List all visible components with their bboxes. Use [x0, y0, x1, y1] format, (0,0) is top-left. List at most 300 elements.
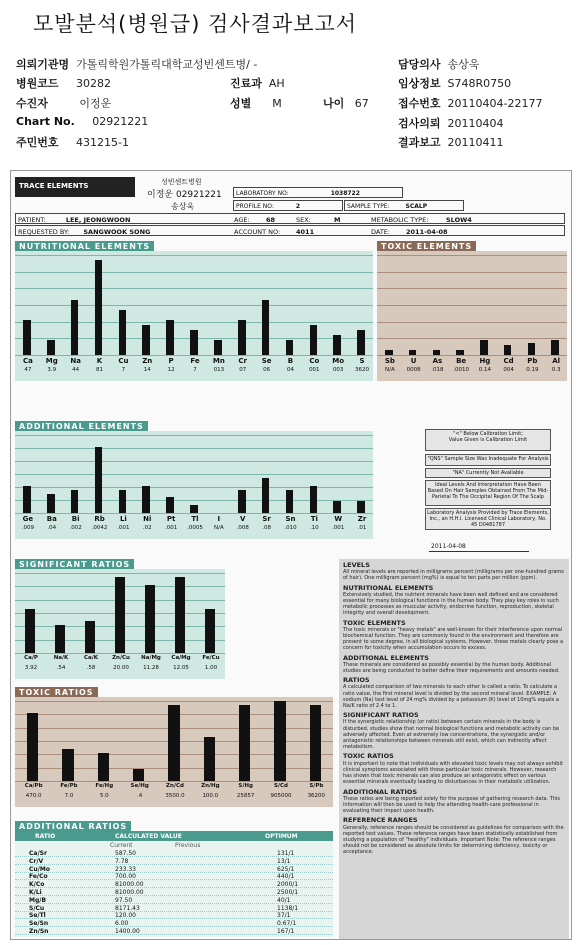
sig-ratios-chart: [15, 569, 225, 679]
additional-bar: [142, 486, 150, 513]
nutritional-value: 013: [213, 367, 225, 373]
explanation-body: A calculated comparison of two minerals to each other is called a ratio. To calculate a ratio value, the first mineral level is divided by the second mineral level. EXAMPLE: A sodium (Na) test level of 24 mg% divided by a potassium (K) level of 10mg% equals a Na/K ratio of 2.4 to 1.: [343, 684, 559, 710]
qns-note: [425, 454, 551, 466]
toxic-bar: [480, 340, 488, 355]
account-label: ACCOUNT NO:: [234, 228, 281, 236]
report-title: 모발분석(병원급) 검사결과보고서: [33, 12, 358, 36]
sample-type-value: SCALP: [405, 203, 428, 210]
note-line-4: Ideal Levels And Interpretation Have Been Based On Hair Samples Obtained From The Mid-Parietal To The Occipital Region Of The Scalp: [427, 482, 549, 500]
requested-row: [15, 225, 565, 236]
nutritional-bar: [47, 340, 55, 355]
toxic_ratios-label: Zn/Cd: [166, 783, 184, 789]
value-chart-no: 02921221: [92, 115, 149, 128]
value-dept: AH: [268, 77, 285, 90]
nutritional-gridline: [15, 288, 373, 289]
explanation-body: It is important to note that individuals with elevated toxic levels may not always exhibit clinical symptoms associated with those particular toxic minerals. However, research has shown that toxic minerals can also produce an antagonistic effect on various essential minerals eventually leading to disturbances in their metabolic utilization.: [343, 760, 563, 786]
sig_ratios-value: 1.00: [204, 665, 218, 671]
additional-gridline: [15, 487, 373, 488]
label-institution: 의뢰기관명: [16, 58, 70, 71]
add-ratio-optimum: 440/1: [277, 873, 295, 881]
add-ratio-row: [15, 881, 333, 888]
sig_ratios-label: Ca/Mg: [171, 655, 191, 661]
toxic-bar: [528, 343, 536, 355]
col-current: Current: [110, 842, 133, 849]
nutritional-label: Ca: [22, 357, 33, 365]
nutritional-label: Co: [309, 357, 320, 365]
explanation-heading: NUTRITIONAL ELEMENTS: [343, 583, 434, 592]
note-line-3: "NA" Currently Not Available: [452, 470, 524, 476]
nutritional-label: P: [168, 357, 174, 365]
explanation-heading: TOXIC RATIOS: [343, 752, 394, 761]
nutritional-value: 81: [96, 367, 104, 373]
nutritional-bar: [333, 335, 341, 355]
additional-bar: [119, 490, 127, 513]
explanation-heading: SIGNIFICANT RATIOS: [343, 711, 419, 720]
additional-value: .001: [117, 525, 130, 531]
nutritional-label: Se: [261, 357, 272, 365]
sig_ratios-label: Na/Mg: [141, 655, 161, 661]
additional-value: .0042: [91, 525, 108, 531]
additional-label: Rb: [94, 515, 105, 523]
additional-bar: [262, 478, 270, 513]
sig_ratios-bar: [115, 577, 125, 653]
additional-label: Zr: [357, 515, 367, 523]
additional-label: Ti: [310, 515, 318, 523]
account-value: 4011: [296, 228, 315, 236]
sex-label: SEX:: [296, 216, 311, 224]
add-ratios-table: [15, 831, 333, 937]
header-right-1: [398, 75, 511, 91]
nutritional-bar: [71, 300, 79, 355]
nutritional-bar: [214, 340, 222, 355]
col-ratio: RATIO: [35, 833, 56, 840]
explanation-body: If the synergistic relationship (or ratio) between certain minerals in the body is disturbed, studies show that normal biological functions and metabolic activity can be adversely affected. Even at extremely low concentrations, the synergistic and/or antagonistic relationships between minerals still exist, which can indirectly affect metabolism.: [343, 719, 560, 751]
additional-value: .01: [357, 525, 367, 531]
explanation-body: Generally, reference ranges should be considered as guidelines for comparison with the reported test values. These reference ranges have been statistically established from studying a population of "healthy" individuals. Important Note: The reference ranges should not be considered as absolute limits for determining deficiency, toxicity or acceptance.: [343, 824, 564, 856]
toxic-ratios-chart: [15, 697, 333, 807]
explanation-body: Extensively studied, the nutrient minerals have been well defined and are considered essential for many biological functions in the human body. They play key roles in such metabolic processes as muscular activity, endocrine function, reproduction, skeletal integrity and overall development.: [343, 591, 559, 617]
add-ratio-row: [15, 858, 333, 865]
toxic-gridline: [377, 272, 567, 273]
signature-line: [429, 551, 529, 552]
additional-label: Bi: [71, 515, 80, 523]
toxic_ratios-bar: [274, 701, 285, 781]
sig_ratios-bar: [55, 625, 65, 653]
nutritional-label: Mo: [332, 357, 345, 365]
nutritional-bar: [142, 325, 150, 355]
toxic-value: 0008: [406, 367, 421, 373]
toxic_ratios-label: S/Cd: [274, 783, 288, 789]
lab-logo: [15, 177, 135, 197]
date-label: DATE:: [371, 228, 391, 236]
toxic_ratios-value: 470.0: [25, 793, 42, 799]
label-hospital-code: 병원코드: [16, 77, 59, 90]
sig_ratios-label: Zn/Cu: [112, 655, 130, 661]
nutritional-label: S: [359, 357, 365, 365]
toxic-ratios-title: TOXIC RATIOS: [15, 687, 98, 698]
nutritional-value: 44: [72, 367, 80, 373]
toxic-label: U: [410, 357, 417, 365]
explanation-body: The toxic minerals or "heavy metals" are well-known for their interference upon normal biochemical function. They are commonly found in the environment and therefore are present to some degree, in all biological systems. However, these metals clearly pose a concern for toxicity when accumulation occurs to excess.: [343, 626, 564, 652]
header-right-0: [398, 56, 479, 72]
label-doctor: 담당의사: [398, 58, 441, 71]
nutritional-bar: [357, 330, 365, 355]
additional-label: W: [334, 515, 343, 523]
metabolic-label: METABOLIC TYPE:: [371, 216, 429, 224]
patient-value: LEE, JEONGWOON: [65, 216, 131, 224]
toxic_ratios-label: Zn/Hg: [201, 783, 220, 789]
toxic_ratios-label: Se/Hg: [130, 783, 149, 789]
sig_ratios-label: Na/K: [53, 655, 69, 661]
nutritional-bar: [262, 300, 270, 355]
additional-bar: [47, 494, 55, 514]
value-receipt-no: 20110404-22177: [447, 97, 543, 110]
add-ratio-current: 6.00: [115, 920, 129, 928]
toxic-bar: [456, 350, 464, 355]
nutritional-value: 001: [309, 367, 320, 373]
nutritional-value: 14: [143, 367, 151, 373]
additional-gridline: [15, 461, 373, 462]
nutritional-bar: [166, 320, 174, 355]
additional-value: .009: [21, 525, 35, 531]
signature-date: 2011-04-08: [431, 543, 466, 550]
lab-logo-text: TRACE ELEMENTS: [19, 182, 89, 190]
add-ratios-title: ADDITIONAL RATIOS: [15, 821, 131, 832]
value-doctor: 송상욱: [447, 58, 480, 71]
toxic_ratios-label: S/Pb: [309, 783, 324, 789]
toxic-label: Al: [552, 357, 561, 365]
toxic-title: TOXIC ELEMENTS: [377, 241, 476, 252]
toxic-bar: [504, 345, 512, 355]
add-ratio-current: 81000.00: [115, 881, 144, 889]
toxic-bar: [385, 350, 393, 355]
hair-analysis-scan: [10, 170, 572, 940]
add-ratio-row: [15, 850, 333, 857]
additional-label: Tl: [191, 515, 199, 523]
toxic-bar: [551, 340, 559, 355]
nutritional-bar: [119, 310, 127, 355]
toxic-gridline: [377, 338, 567, 339]
date-value: 2011-04-08: [406, 228, 448, 236]
additional-gridline: [15, 474, 373, 475]
handwritten-hospital: 성빈센트병원: [161, 178, 202, 186]
add-ratio-row: [15, 873, 333, 880]
additional-value: .008: [236, 525, 249, 531]
explanation-body: These minerals are considered as possibly essential by the human body. Additional studies are being conducted to better define their requirements and amounts needed.: [343, 661, 560, 675]
toxic_ratios-value: 25857: [236, 793, 255, 799]
toxic-bar: [433, 350, 441, 355]
additional-bar: [238, 490, 246, 513]
additional-value: .0005: [187, 525, 203, 531]
value-clinical: S748R0750: [447, 77, 512, 90]
toxic_ratios-label: Ca/Pb: [24, 783, 43, 789]
age-label: AGE:: [234, 216, 250, 224]
add-ratio-optimum: 40/1: [277, 896, 291, 904]
add-ratio-row: [15, 912, 333, 919]
nutritional-bar: [310, 325, 318, 355]
add-ratio-name: Cu/Mo: [29, 865, 50, 873]
additional-title: ADDITIONAL ELEMENTS: [15, 421, 148, 432]
toxic-gridline: [377, 355, 567, 356]
nutritional-bar: [23, 320, 31, 355]
toxic-label: Hg: [479, 357, 491, 365]
handwritten-doctor: 송상욱: [171, 202, 195, 211]
nutritional-gridline: [15, 255, 373, 256]
nutritional-value: 04: [286, 367, 294, 373]
sig_ratios-bar: [85, 621, 95, 653]
add-ratio-name: K/Li: [29, 889, 42, 896]
sig_ratios-bar: [145, 585, 155, 653]
toxic-gridline: [377, 322, 567, 323]
toxic_ratios-bar: [27, 713, 38, 781]
value-sex: M: [272, 97, 282, 110]
label-age: 나이: [323, 97, 345, 110]
note-line-1: Value Given is Calibration Limit: [448, 437, 528, 443]
sig_ratios-label: Ca/P: [24, 655, 38, 661]
nutritional-value: 47: [24, 367, 32, 373]
value-result-date: 20110411: [447, 136, 504, 149]
additional-label: Ge: [22, 515, 34, 523]
additional-bar: [71, 490, 79, 513]
laboratory-no-box: [233, 187, 403, 198]
add-ratio-current: 587.50: [115, 850, 136, 857]
sex: [230, 95, 282, 111]
nutritional-label: B: [287, 357, 294, 365]
value-patient: 이정운: [79, 97, 112, 110]
nutritional-value: 12: [167, 367, 175, 373]
nutritional-gridline: [15, 355, 373, 356]
nutritional-gridline: [15, 272, 373, 273]
add-ratio-name: S/Cu: [29, 904, 45, 912]
add-ratio-current: 233.33: [115, 865, 136, 873]
add-ratio-name: K/Co: [29, 881, 45, 889]
additional-label: Sn: [285, 515, 296, 523]
nutritional-bar: [286, 340, 294, 355]
sig_ratios-label: Fe/Cu: [202, 655, 220, 661]
nutritional-label: Cu: [118, 357, 129, 365]
explanation-heading: RATIOS: [343, 676, 370, 685]
handwritten-name-chart: 이정운 02921221: [147, 190, 222, 200]
age: [323, 95, 369, 111]
toxic_ratios-gridline: [15, 781, 333, 782]
patient-label: PATIENT:: [18, 216, 46, 224]
additional-gridline: [15, 513, 373, 514]
na-note: [425, 468, 551, 478]
add-ratio-optimum: 1138/1: [277, 904, 299, 912]
add-ratio-current: 81000.00: [115, 889, 144, 896]
value-age: 67: [354, 97, 369, 110]
label-result-date: 결과보고: [398, 136, 441, 149]
add-ratio-name: Fe/Co: [29, 873, 48, 881]
toxic-bar: [409, 350, 417, 355]
nutritional-title: NUTRITIONAL ELEMENTS: [15, 241, 154, 252]
additional-label: I: [217, 515, 221, 523]
additional-value: .10: [309, 525, 319, 531]
add-ratio-row: [15, 866, 333, 873]
nutritional-value: 07: [239, 367, 247, 373]
additional-value: .002: [69, 525, 82, 531]
toxic_ratios-value: 905000: [270, 793, 292, 799]
toxic-value: 004: [503, 367, 514, 373]
nutritional-label: K: [96, 357, 103, 365]
sig-ratios-title: SIGNIFICANT RATIOS: [15, 559, 134, 570]
toxic_ratios-bar: [168, 705, 179, 781]
ideal-levels-note: [425, 480, 551, 506]
toxic_ratios-value: 7.0: [64, 793, 74, 799]
age-value: 68: [266, 216, 276, 224]
nutritional-bar: [190, 330, 198, 355]
explanation-body: All mineral levels are reported in milligrams percent (milligrams per one-hundred grams of hair). One milligram percent (mg%) is equal to ten parts per million (ppm).: [343, 569, 564, 582]
note-line-5: Laboratory Analysis Provided by Trace Elements, Inc., an H.H.I. Licensed Clinical Laboratory, No. 45 D0481787: [427, 510, 549, 528]
toxic_ratios-value: 100.0: [202, 793, 219, 799]
toxic_ratios-label: Fe/Pb: [60, 783, 78, 789]
toxic_ratios-bar: [204, 737, 215, 781]
explanation-text: [343, 559, 565, 856]
toxic-gridline: [377, 305, 567, 306]
nutritional-gridline: [15, 322, 373, 323]
sig_ratios-gridline: [15, 573, 225, 574]
label-receipt-no: 접수번호: [398, 97, 441, 110]
nutritional-label: Fe: [190, 357, 200, 365]
explanation-heading: REFERENCE RANGES: [343, 816, 418, 825]
profile-no-value: 2: [295, 203, 301, 210]
additional-value: .001: [332, 525, 345, 531]
add-ratio-name: Mg/B: [29, 896, 47, 904]
toxic-value: 0.3: [551, 367, 561, 373]
header-row-0: [16, 56, 257, 72]
add-ratio-row: [15, 928, 333, 935]
toxic_ratios-bar: [98, 753, 109, 781]
sig_ratios-value: .58: [86, 665, 96, 671]
explanation-heading: ADDITIONAL RATIOS: [343, 787, 418, 796]
nutritional-label: Zn: [142, 357, 153, 365]
additional-value: .010: [284, 525, 297, 531]
sig_ratios-label: Ca/K: [83, 655, 99, 661]
toxic-gridline: [377, 255, 567, 256]
lab-license-note: [425, 508, 551, 530]
calibration-note: [425, 429, 551, 451]
col-previous: Previous: [175, 842, 201, 849]
add-ratio-optimum: 13/1: [277, 857, 291, 865]
toxic-value: N/A: [385, 367, 395, 373]
additional-bar: [333, 501, 341, 513]
add-ratio-current: 7.78: [115, 857, 129, 865]
header-row-2: [16, 95, 111, 111]
add-ratio-current: 700.00: [115, 873, 136, 881]
col-optimum: OPTIMUM: [265, 833, 298, 840]
additional-label: Li: [119, 515, 127, 523]
sig_ratios-value: .54: [56, 665, 66, 671]
label-dept: 진료과: [230, 77, 262, 90]
sample-type-label: SAMPLE TYPE:: [347, 203, 390, 210]
add-ratio-optimum: 131/1: [277, 850, 295, 857]
additional-value: N/A: [213, 525, 224, 531]
sig_ratios-value: 3.92: [24, 665, 38, 671]
sample-type-box: [344, 200, 464, 211]
additional-bar: [190, 505, 198, 513]
additional-label: Ni: [143, 515, 152, 523]
toxic-label: Pb: [527, 357, 538, 365]
requested-value: SANGWOOK SONG: [83, 228, 151, 236]
additional-label: Ba: [46, 515, 57, 523]
nutritional-value: 3620: [355, 367, 370, 373]
add-ratio-optimum: 2500/1: [277, 889, 299, 896]
sig_ratios-bar: [25, 609, 35, 653]
additional-gridline: [15, 448, 373, 449]
sig_ratios-bar: [205, 609, 215, 653]
dept: [230, 75, 285, 91]
sig_ratios-value: 12.05: [173, 665, 189, 671]
explanation-heading: ADDITIONAL ELEMENTS: [343, 653, 429, 662]
nutritional-bar: [238, 320, 246, 355]
value-request-date: 20110404: [447, 117, 504, 130]
add-ratio-optimum: 167/1: [277, 928, 295, 935]
additional-gridline: [15, 500, 373, 501]
explanation-body: These ratios are being reported solely for the purpose of gathering research data. This information will then be used to help the attending health-care professional in evaluating their impact upon health.: [343, 795, 560, 815]
nutritional-label: Mg: [45, 357, 58, 365]
add-ratio-current: 120.00: [115, 912, 136, 920]
header-row-1: [16, 75, 111, 91]
add-ratio-optimum: 625/1: [277, 865, 295, 873]
toxic-value: 0.14: [478, 367, 491, 373]
toxic_ratios-bar: [310, 705, 321, 781]
nutritional-value: 003: [332, 367, 344, 373]
value-hospital-code: 30282: [76, 77, 111, 90]
explanation-heading: TOXIC ELEMENTS: [343, 618, 406, 627]
add-ratio-current: 8171.43: [115, 904, 140, 912]
toxic-label: As: [432, 357, 443, 365]
nutritional-bar: [95, 260, 103, 355]
value-institution: 가톨릭학원가톨릭대학교성빈센트병/ -: [76, 58, 258, 71]
nutritional-label: Na: [70, 357, 81, 365]
add-ratio-optimum: 0.67/1: [277, 920, 297, 928]
add-ratios-header: [15, 831, 333, 841]
add-ratio-name: Ca/Sr: [29, 850, 47, 857]
additional-bar: [357, 501, 365, 513]
nutritional-value: 7: [193, 367, 197, 373]
toxic-label: Cd: [503, 357, 514, 365]
label-chart-no: Chart No.: [16, 115, 75, 128]
laboratory-no-label: LABORATORY NO:: [236, 190, 289, 197]
additional-value: .001: [164, 525, 178, 531]
header-right-2: [398, 95, 542, 111]
toxic_ratios-value: 3500.0: [165, 793, 185, 799]
additional-bar: [23, 486, 31, 513]
sex-value: M: [334, 216, 341, 224]
sig_ratios-bar: [175, 577, 185, 653]
toxic_ratios-value: .4: [137, 793, 143, 799]
add-ratio-optimum: 2000/1: [277, 881, 299, 889]
additional-label: Pt: [166, 515, 176, 523]
laboratory-no-value: 1038722: [330, 190, 360, 197]
explanation-panel: [339, 559, 569, 939]
label-request-date: 검사의뢰: [398, 117, 441, 130]
requested-label: REQUESTED BY:: [18, 228, 70, 236]
toxic_ratios-label: Fe/Hg: [95, 783, 114, 789]
add-ratio-name: Se/Tl: [29, 912, 46, 920]
col-calc: CALCULATED VALUE: [115, 833, 182, 840]
nutritional-value: 06: [263, 367, 271, 373]
toxic-label: Sb: [384, 357, 395, 365]
toxic-gridline: [377, 288, 567, 289]
add-ratio-name: Cr/V: [29, 857, 44, 865]
nutritional-value: 3.9: [47, 367, 57, 373]
label-sex: 성별: [230, 97, 252, 110]
toxic_ratios-bar: [133, 769, 144, 781]
header-row-4: [16, 134, 129, 150]
label-resident-no: 주민번호: [16, 136, 59, 149]
add-ratio-row: [15, 905, 333, 912]
